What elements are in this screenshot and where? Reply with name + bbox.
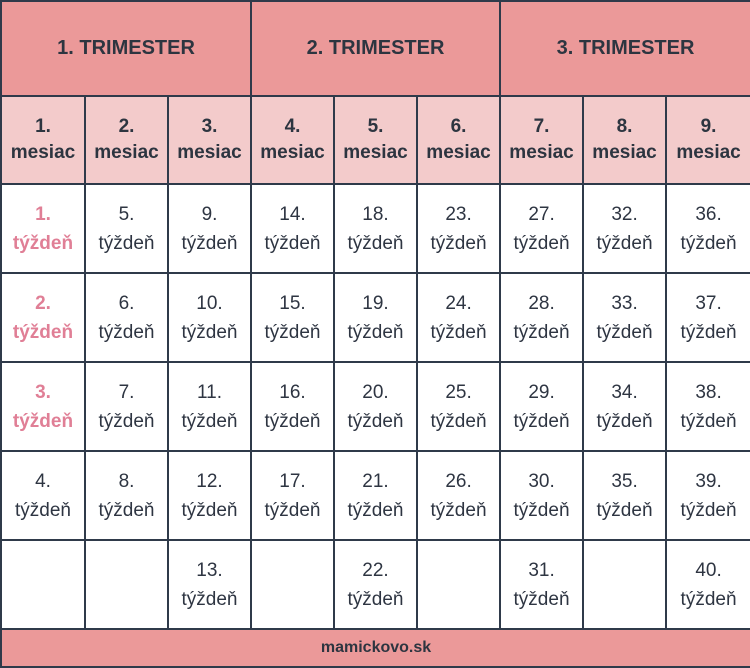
- empty-cell: [85, 540, 168, 629]
- week-rows: [1, 184, 750, 629]
- week-number: 22.: [362, 559, 389, 581]
- week-number: 36.: [695, 203, 722, 225]
- week-word: týždeň: [596, 410, 653, 432]
- week-number: 24.: [445, 292, 472, 314]
- week-number: 34.: [611, 381, 638, 403]
- week-cell: [251, 362, 334, 451]
- week-word: týždeň: [181, 499, 238, 521]
- week-number: 18.: [362, 203, 389, 225]
- week-number: 4.: [35, 470, 51, 492]
- week-word: týždeň: [264, 321, 321, 343]
- trimester-3-header: 3. TRIMESTER: [500, 1, 750, 96]
- trimester-row: [1, 1, 750, 96]
- week-cell: [583, 451, 666, 540]
- week-cell: [334, 273, 417, 362]
- week-number: 19.: [362, 292, 389, 314]
- week-row: [1, 362, 750, 451]
- week-cell: [334, 184, 417, 273]
- month-header-9: [666, 96, 750, 184]
- week-word: týždeň: [181, 321, 238, 343]
- week-word: týždeň: [430, 410, 487, 432]
- month-number: 7.: [533, 116, 550, 137]
- month-word: mesiac: [94, 142, 159, 163]
- empty-cell: [583, 540, 666, 629]
- week-cell: [666, 362, 750, 451]
- week-cell: [251, 451, 334, 540]
- empty-cell: [251, 540, 334, 629]
- month-word: mesiac: [676, 142, 741, 163]
- week-word: týždeň: [430, 232, 487, 254]
- week-word: týždeň: [347, 232, 404, 254]
- month-header-1: [1, 96, 85, 184]
- empty-cell: [1, 540, 85, 629]
- week-row: [1, 184, 750, 273]
- week-cell: [500, 540, 583, 629]
- month-row: [1, 96, 750, 184]
- month-word: mesiac: [509, 142, 574, 163]
- week-number: 21.: [362, 470, 389, 492]
- week-number: 31.: [528, 559, 555, 581]
- week-number: 29.: [528, 381, 555, 403]
- week-number: 13.: [196, 559, 223, 581]
- week-cell: [583, 184, 666, 273]
- week-word: týždeň: [680, 321, 737, 343]
- trimester-1-header: 1. TRIMESTER: [1, 1, 251, 96]
- week-number: 10.: [196, 292, 223, 314]
- week-cell: [168, 362, 251, 451]
- week-cell: [334, 540, 417, 629]
- month-number: 2.: [118, 116, 135, 137]
- week-word: týždeň: [98, 410, 155, 432]
- week-cell: [417, 362, 500, 451]
- trimester-2-header: 2. TRIMESTER: [251, 1, 500, 96]
- week-cell: [500, 273, 583, 362]
- week-cell: [1, 273, 85, 362]
- week-cell: [85, 273, 168, 362]
- week-word: týždeň: [12, 410, 74, 432]
- week-cell: [666, 273, 750, 362]
- week-number: 26.: [445, 470, 472, 492]
- week-cell: [1, 451, 85, 540]
- week-word: týždeň: [596, 321, 653, 343]
- month-number: 6.: [450, 116, 467, 137]
- week-word: týždeň: [513, 499, 570, 521]
- week-word: týždeň: [347, 410, 404, 432]
- week-word: týždeň: [596, 232, 653, 254]
- week-cell: [500, 184, 583, 273]
- footer-row: [1, 629, 750, 667]
- month-number: 5.: [367, 116, 384, 137]
- week-word: týždeň: [12, 232, 74, 254]
- week-number: 40.: [695, 559, 722, 581]
- empty-cell: [417, 540, 500, 629]
- month-word: mesiac: [10, 142, 76, 163]
- week-row: [1, 451, 750, 540]
- week-number: 33.: [611, 292, 638, 314]
- week-cell: [251, 184, 334, 273]
- week-word: týždeň: [513, 232, 570, 254]
- week-number: 23.: [445, 203, 472, 225]
- week-word: týždeň: [596, 499, 653, 521]
- week-number: 8.: [118, 470, 135, 492]
- week-number: 20.: [362, 381, 389, 403]
- month-number: 8.: [616, 116, 633, 137]
- week-cell: [85, 184, 168, 273]
- week-number: 35.: [611, 470, 638, 492]
- month-header-7: [500, 96, 583, 184]
- week-cell: [1, 184, 85, 273]
- week-cell: [251, 273, 334, 362]
- week-number: 16.: [279, 381, 306, 403]
- week-number: 1.: [35, 203, 51, 225]
- month-number: 3.: [201, 116, 218, 137]
- week-word: týždeň: [264, 499, 321, 521]
- week-number: 2.: [35, 292, 51, 314]
- week-word: týždeň: [513, 410, 570, 432]
- week-cell: [168, 273, 251, 362]
- week-word: týždeň: [680, 588, 737, 610]
- week-cell: [500, 451, 583, 540]
- week-row: [1, 540, 750, 629]
- week-number: 11.: [197, 381, 223, 403]
- month-header-2: [85, 96, 168, 184]
- month-number: 1.: [35, 116, 51, 137]
- month-word: mesiac: [260, 142, 325, 163]
- week-cell: [583, 362, 666, 451]
- week-cell: [583, 273, 666, 362]
- week-cell: [1, 362, 85, 451]
- week-number: 7.: [118, 381, 135, 403]
- week-cell: [168, 451, 251, 540]
- week-word: týždeň: [680, 232, 737, 254]
- week-word: týždeň: [430, 499, 487, 521]
- month-number: 4.: [284, 116, 301, 137]
- week-cell: [334, 362, 417, 451]
- week-number: 27.: [528, 203, 555, 225]
- week-row: [1, 273, 750, 362]
- month-word: mesiac: [592, 142, 657, 163]
- week-number: 32.: [611, 203, 638, 225]
- week-number: 30.: [528, 470, 555, 492]
- week-number: 25.: [445, 381, 472, 403]
- footer-site-name: mamickovo.sk: [1, 629, 750, 667]
- week-number: 5.: [118, 203, 135, 225]
- month-header-4: [251, 96, 334, 184]
- month-header-6: [417, 96, 500, 184]
- week-cell: [334, 451, 417, 540]
- week-number: 3.: [35, 381, 51, 403]
- week-cell: [168, 184, 251, 273]
- month-header-8: [583, 96, 666, 184]
- week-word: týždeň: [181, 232, 238, 254]
- week-word: týždeň: [98, 321, 155, 343]
- week-word: týždeň: [680, 499, 737, 521]
- week-word: týždeň: [98, 499, 155, 521]
- month-number: 9.: [700, 116, 717, 137]
- week-word: týždeň: [264, 232, 321, 254]
- week-cell: [666, 540, 750, 629]
- month-word: mesiac: [426, 142, 491, 163]
- week-cell: [666, 451, 750, 540]
- week-number: 28.: [528, 292, 555, 314]
- week-number: 39.: [695, 470, 722, 492]
- week-word: týždeň: [347, 499, 404, 521]
- week-word: týždeň: [264, 410, 321, 432]
- week-number: 9.: [201, 203, 218, 225]
- week-cell: [417, 451, 500, 540]
- week-word: týždeň: [181, 588, 238, 610]
- week-word: týždeň: [98, 232, 155, 254]
- week-number: 14.: [279, 203, 306, 225]
- week-word: týždeň: [680, 410, 737, 432]
- week-cell: [500, 362, 583, 451]
- week-number: 6.: [118, 292, 135, 314]
- month-word: mesiac: [343, 142, 408, 163]
- week-number: 17.: [279, 470, 306, 492]
- week-cell: [417, 184, 500, 273]
- month-word: mesiac: [177, 142, 242, 163]
- week-cell: [666, 184, 750, 273]
- week-word: týždeň: [430, 321, 487, 343]
- week-cell: [168, 540, 251, 629]
- month-header-5: [334, 96, 417, 184]
- week-number: 12.: [196, 470, 223, 492]
- month-header-3: [168, 96, 251, 184]
- week-number: 38.: [695, 381, 722, 403]
- week-cell: [85, 451, 168, 540]
- week-cell: [417, 273, 500, 362]
- week-cell: [85, 362, 168, 451]
- week-word: týždeň: [181, 410, 238, 432]
- week-word: týždeň: [513, 588, 570, 610]
- week-word: týždeň: [12, 321, 74, 343]
- week-number: 37.: [695, 292, 722, 314]
- week-word: týždeň: [513, 321, 570, 343]
- week-number: 15.: [279, 292, 306, 314]
- week-word: týždeň: [15, 499, 71, 521]
- week-word: týždeň: [347, 321, 404, 343]
- week-word: týždeň: [347, 588, 404, 610]
